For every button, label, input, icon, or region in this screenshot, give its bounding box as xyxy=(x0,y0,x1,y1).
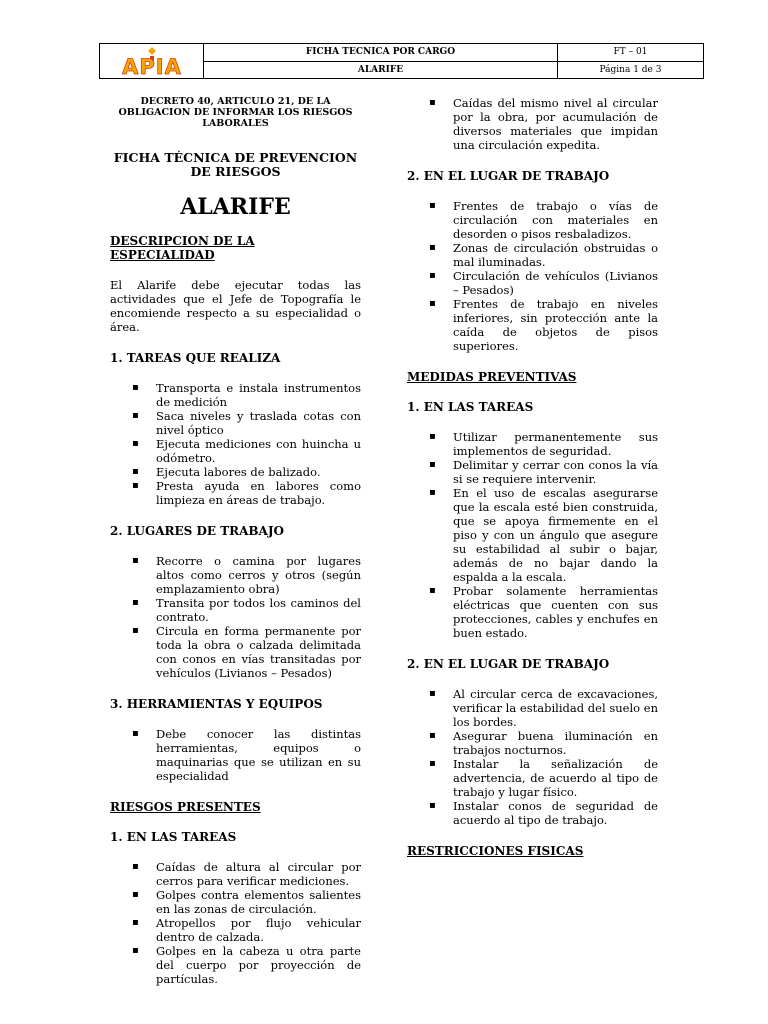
riesgos-tareas-list-continued xyxy=(407,96,658,152)
list-item: ▪ Asegurar buena iluminación en trabajos nocturnos. xyxy=(407,729,658,757)
riesgos-tareas-list xyxy=(110,860,361,986)
list-item: ▪ Golpes en la cabeza u otra parte del cuerpo por proyección de partículas. xyxy=(110,944,361,986)
role-cell: ALARIFE xyxy=(203,61,557,78)
list-item: ▪ Presta ayuda en labores como limpieza en áreas de trabajo. xyxy=(110,479,361,507)
list-item: ▪ Frentes de trabajo o vías de circulación con materiales en desorden o pisos resbaladizos. xyxy=(407,199,658,241)
list-item: ▪ Ejecuta labores de balizado. xyxy=(110,465,361,479)
right-column xyxy=(407,96,658,858)
document-header-table xyxy=(99,43,704,79)
medidas-heading: MEDIDAS PREVENTIVAS xyxy=(407,370,577,384)
doc-type-cell: FICHA TECNICA POR CARGO xyxy=(203,44,557,61)
list-item: ▪ Circula en forma permanente por toda la obra o calzada delimitada con conos en vías transitadas por vehículos (Livianos – Pesados) xyxy=(110,624,361,680)
lugares-heading: 2. LUGARES DE TRABAJO xyxy=(110,524,284,538)
list-item: ▪ Caídas de altura al circular por cerros para verificar mediciones. xyxy=(110,860,361,888)
list-item: ▪ Delimitar y cerrar con conos la vía si se requiere intervenir. xyxy=(407,458,658,486)
apia-logo xyxy=(100,44,203,78)
list-item: ▪ Transporta e instala instrumentos de medición xyxy=(110,381,361,409)
list-item: ▪ Instalar conos de seguridad de acuerdo al tipo de trabajo. xyxy=(407,799,658,827)
descripcion-heading: DESCRIPCION DE LA ESPECIALIDAD xyxy=(110,234,255,262)
tareas-heading: 1. TAREAS QUE REALIZA xyxy=(110,351,281,365)
medidas-tareas-heading: 1. EN LAS TAREAS xyxy=(407,400,534,414)
descripcion-text: El Alarife debe ejecutar todas las actividades que el Jefe de Topografía le encomiende respecto a su especialidad o área. xyxy=(110,278,361,334)
list-item: ▪ Utilizar permanentemente sus implementos de seguridad. xyxy=(407,430,658,458)
list-item: ▪ Al circular cerca de excavaciones, verificar la estabilidad del suelo en los bordes. xyxy=(407,687,658,729)
list-item: ▪ Frentes de trabajo en niveles inferiores, sin protección ante la caída de objetos de pisos superiores. xyxy=(407,297,658,353)
riesgos-lugar-heading: 2. EN EL LUGAR DE TRABAJO xyxy=(407,169,610,183)
restricciones-heading: RESTRICCIONES FISICAS xyxy=(407,844,584,858)
tareas-list xyxy=(110,381,361,507)
list-item: ▪ Caídas del mismo nivel al circular por la obra, por acumulación de diversos materiales que impidan una circulación expedita. xyxy=(407,96,658,152)
list-item: ▪ Instalar la señalización de advertencia, de acuerdo al tipo de trabajo y lugar físico. xyxy=(407,757,658,799)
apia-logo-icon xyxy=(104,46,200,76)
list-item: ▪ En el uso de escalas asegurarse que la escala esté bien construida, que se apoya firmemente en el piso y con un ángulo que asegure su estabilidad al subir o bajar, además de no bajar dando la espalda a la escala. xyxy=(407,486,658,584)
herramientas-heading: 3. HERRAMIENTAS Y EQUIPOS xyxy=(110,697,323,711)
ficha-title: FICHA TÉCNICA DE PREVENCION DE RIESGOS xyxy=(113,150,358,179)
list-item: ▪ Golpes contra elementos salientes en las zonas de circulación. xyxy=(110,888,361,916)
list-item: ▪ Circulación de vehículos (Livianos – Pesados) xyxy=(407,269,658,297)
list-item: ▪ Debe conocer las distintas herramientas, equipos o maquinarias que se utilizan en su especialidad xyxy=(110,727,361,783)
svg-text:APIA: APIA xyxy=(121,55,182,76)
riesgos-lugar-list xyxy=(407,199,658,353)
page-number-cell: Página 1 de 3 xyxy=(557,61,703,78)
doc-code-cell: FT – 01 xyxy=(557,44,703,61)
lugares-list xyxy=(110,554,361,680)
riesgos-tareas-heading: 1. EN LAS TAREAS xyxy=(110,830,237,844)
riesgos-heading: RIESGOS PRESENTES xyxy=(110,800,261,814)
list-item: ▪ Atropellos por flujo vehicular dentro de calzada. xyxy=(110,916,361,944)
medidas-lugar-heading: 2. EN EL LUGAR DE TRABAJO xyxy=(407,657,610,671)
medidas-tareas-list xyxy=(407,430,658,640)
list-item: ▪ Zonas de circulación obstruidas o mal iluminadas. xyxy=(407,241,658,269)
medidas-lugar-list xyxy=(407,687,658,827)
list-item: ▪ Transita por todos los caminos del contrato. xyxy=(110,596,361,624)
list-item: ▪ Probar solamente herramientas eléctricas que cuenten con sus protecciones, cables y enchufes en buen estado. xyxy=(407,584,658,640)
left-column xyxy=(110,96,361,986)
list-item: ▪ Ejecuta mediciones con huincha u odómetro. xyxy=(110,437,361,465)
decreto-heading: DECRETO 40, ARTICULO 21, DE LA OBLIGACION DE INFORMAR LOS RIESGOS LABORALES xyxy=(118,96,353,129)
list-item: ▪ Recorre o camina por lugares altos como cerros y otros (según emplazamiento obra) xyxy=(110,554,361,596)
main-title: ALARIFE xyxy=(180,194,291,220)
list-item: ▪ Saca niveles y traslada cotas con nivel óptico xyxy=(110,409,361,437)
herramientas-list xyxy=(110,727,361,783)
